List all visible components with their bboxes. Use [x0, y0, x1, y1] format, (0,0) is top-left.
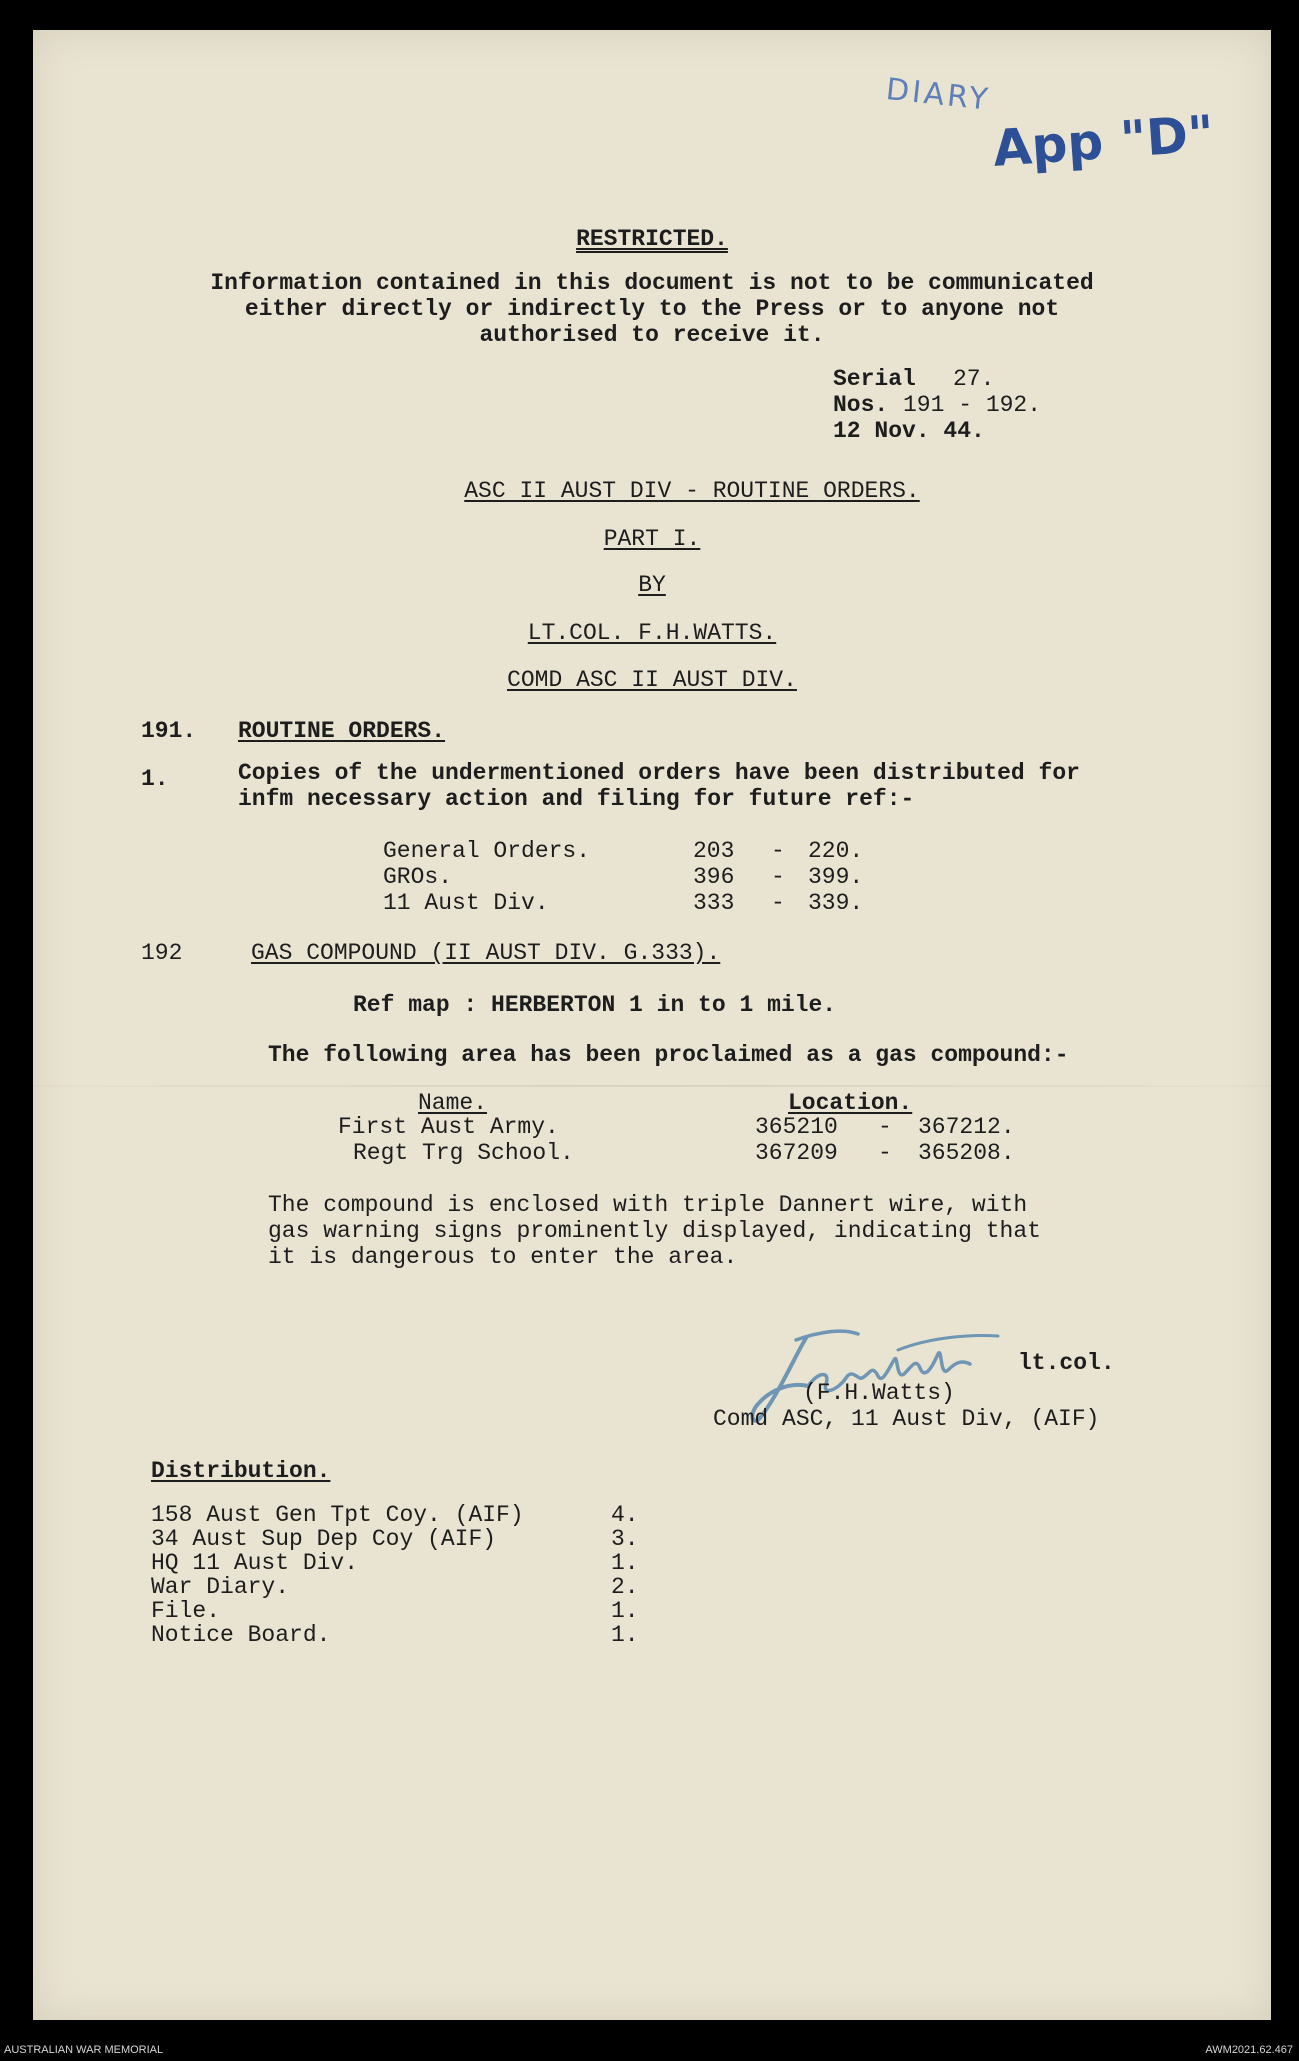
orders-row-to: 399.: [808, 864, 864, 890]
notice-line-2: either directly or indirectly to the Press or to anyone not: [244, 296, 1060, 322]
by-heading: BY: [638, 572, 666, 598]
distribution-unit: 158 Aust Gen Tpt Coy. (AIF): [151, 1502, 524, 1528]
distribution-copies: 1.: [611, 1550, 639, 1576]
orders-row-from: 333: [693, 890, 735, 916]
compound-row-dash: -: [878, 1140, 892, 1166]
order-192-heading: GAS COMPOUND (II AUST DIV. G.333).: [251, 940, 721, 966]
orders-row-name: GROs.: [383, 864, 453, 890]
signatory-rank: lt.col.: [1018, 1350, 1115, 1376]
restricted-heading: RESTRICTED.: [576, 226, 728, 252]
officer-heading: LT.COL. F.H.WATTS.: [527, 620, 777, 646]
order-191-number: 191.: [141, 718, 197, 744]
orders-title: ASC II AUST DIV - ROUTINE ORDERS.: [464, 478, 920, 504]
diary-annotation: DIARY: [884, 72, 993, 118]
signatory-position: Comd ASC, 11 Aust Div, (AIF): [713, 1406, 1100, 1432]
compound-note-line-1: The compound is enclosed with triple Dannert wire, with: [268, 1192, 1028, 1218]
distribution-copies: 2.: [611, 1574, 639, 1600]
orders-row-dash: -: [771, 890, 785, 916]
orders-row-from: 203: [693, 838, 735, 864]
order-191-heading: ROUTINE ORDERS.: [238, 718, 446, 744]
distribution-unit: Notice Board.: [151, 1622, 331, 1648]
footer-credit: AUSTRALIAN WAR MEMORIAL: [4, 2044, 164, 2056]
orders-row-from: 396: [693, 864, 735, 890]
distribution-copies: 3.: [611, 1526, 639, 1552]
notice-line-3: authorised to receive it.: [479, 322, 825, 348]
orders-row-to: 220.: [808, 838, 864, 864]
document-page: [33, 30, 1271, 2020]
footer-accession: AWM2021.62.467: [1205, 2044, 1293, 2056]
column-name-header: Name.: [418, 1090, 488, 1116]
distribution-copies: 1.: [611, 1598, 639, 1624]
compound-row-dash: -: [878, 1114, 892, 1140]
serial-value: 27.: [953, 366, 995, 392]
order-191-para-line-2: infm necessary action and filing for future ref:-: [238, 786, 915, 812]
fold-line: [33, 1085, 1271, 1087]
compound-row-from: 367209: [755, 1140, 838, 1166]
nos-value: 191 - 192.: [903, 392, 1042, 418]
compound-row-name: Regt Trg School.: [353, 1140, 574, 1166]
orders-row-dash: -: [771, 864, 785, 890]
compound-row-to: 367212.: [918, 1114, 1015, 1140]
orders-row-dash: -: [771, 838, 785, 864]
distribution-copies: 1.: [611, 1622, 639, 1648]
distribution-unit: File.: [151, 1598, 221, 1624]
gas-compound-intro: The following area has been proclaimed as a gas compound:-: [268, 1042, 1069, 1068]
distribution-unit: War Diary.: [151, 1574, 290, 1600]
part-heading: PART I.: [603, 526, 701, 552]
appendix-annotation: App "D": [991, 104, 1216, 178]
compound-note-line-2: gas warning signs prominently displayed, indicating that: [268, 1218, 1041, 1244]
orders-row-to: 339.: [808, 890, 864, 916]
signatory-name: (F.H.Watts): [803, 1380, 955, 1406]
ref-map-line: Ref map : HERBERTON 1 in to 1 mile.: [353, 992, 837, 1018]
order-191-para-line-1: Copies of the undermentioned orders have been distributed for: [238, 760, 1080, 786]
serial-date: 12 Nov. 44.: [833, 418, 985, 444]
orders-row-name: 11 Aust Div.: [383, 890, 549, 916]
notice-line-1: Information contained in this document is not to be communicated: [210, 270, 1094, 296]
compound-row-name: First Aust Army.: [338, 1114, 559, 1140]
orders-row-name: General Orders.: [383, 838, 591, 864]
nos-label: Nos.: [833, 392, 889, 418]
command-heading: COMD ASC II AUST DIV.: [507, 667, 797, 693]
compound-note-line-3: it is dangerous to enter the area.: [268, 1244, 738, 1270]
distribution-copies: 4.: [611, 1502, 639, 1528]
distribution-unit: 34 Aust Sup Dep Coy (AIF): [151, 1526, 497, 1552]
distribution-heading: Distribution.: [151, 1458, 331, 1484]
serial-label: Serial: [833, 366, 916, 392]
compound-row-to: 365208.: [918, 1140, 1015, 1166]
column-location-header: Location.: [788, 1090, 913, 1116]
distribution-unit: HQ 11 Aust Div.: [151, 1550, 359, 1576]
compound-row-from: 365210: [755, 1114, 838, 1140]
order-191-para-number: 1.: [141, 766, 169, 792]
order-192-number: 192: [141, 940, 183, 966]
